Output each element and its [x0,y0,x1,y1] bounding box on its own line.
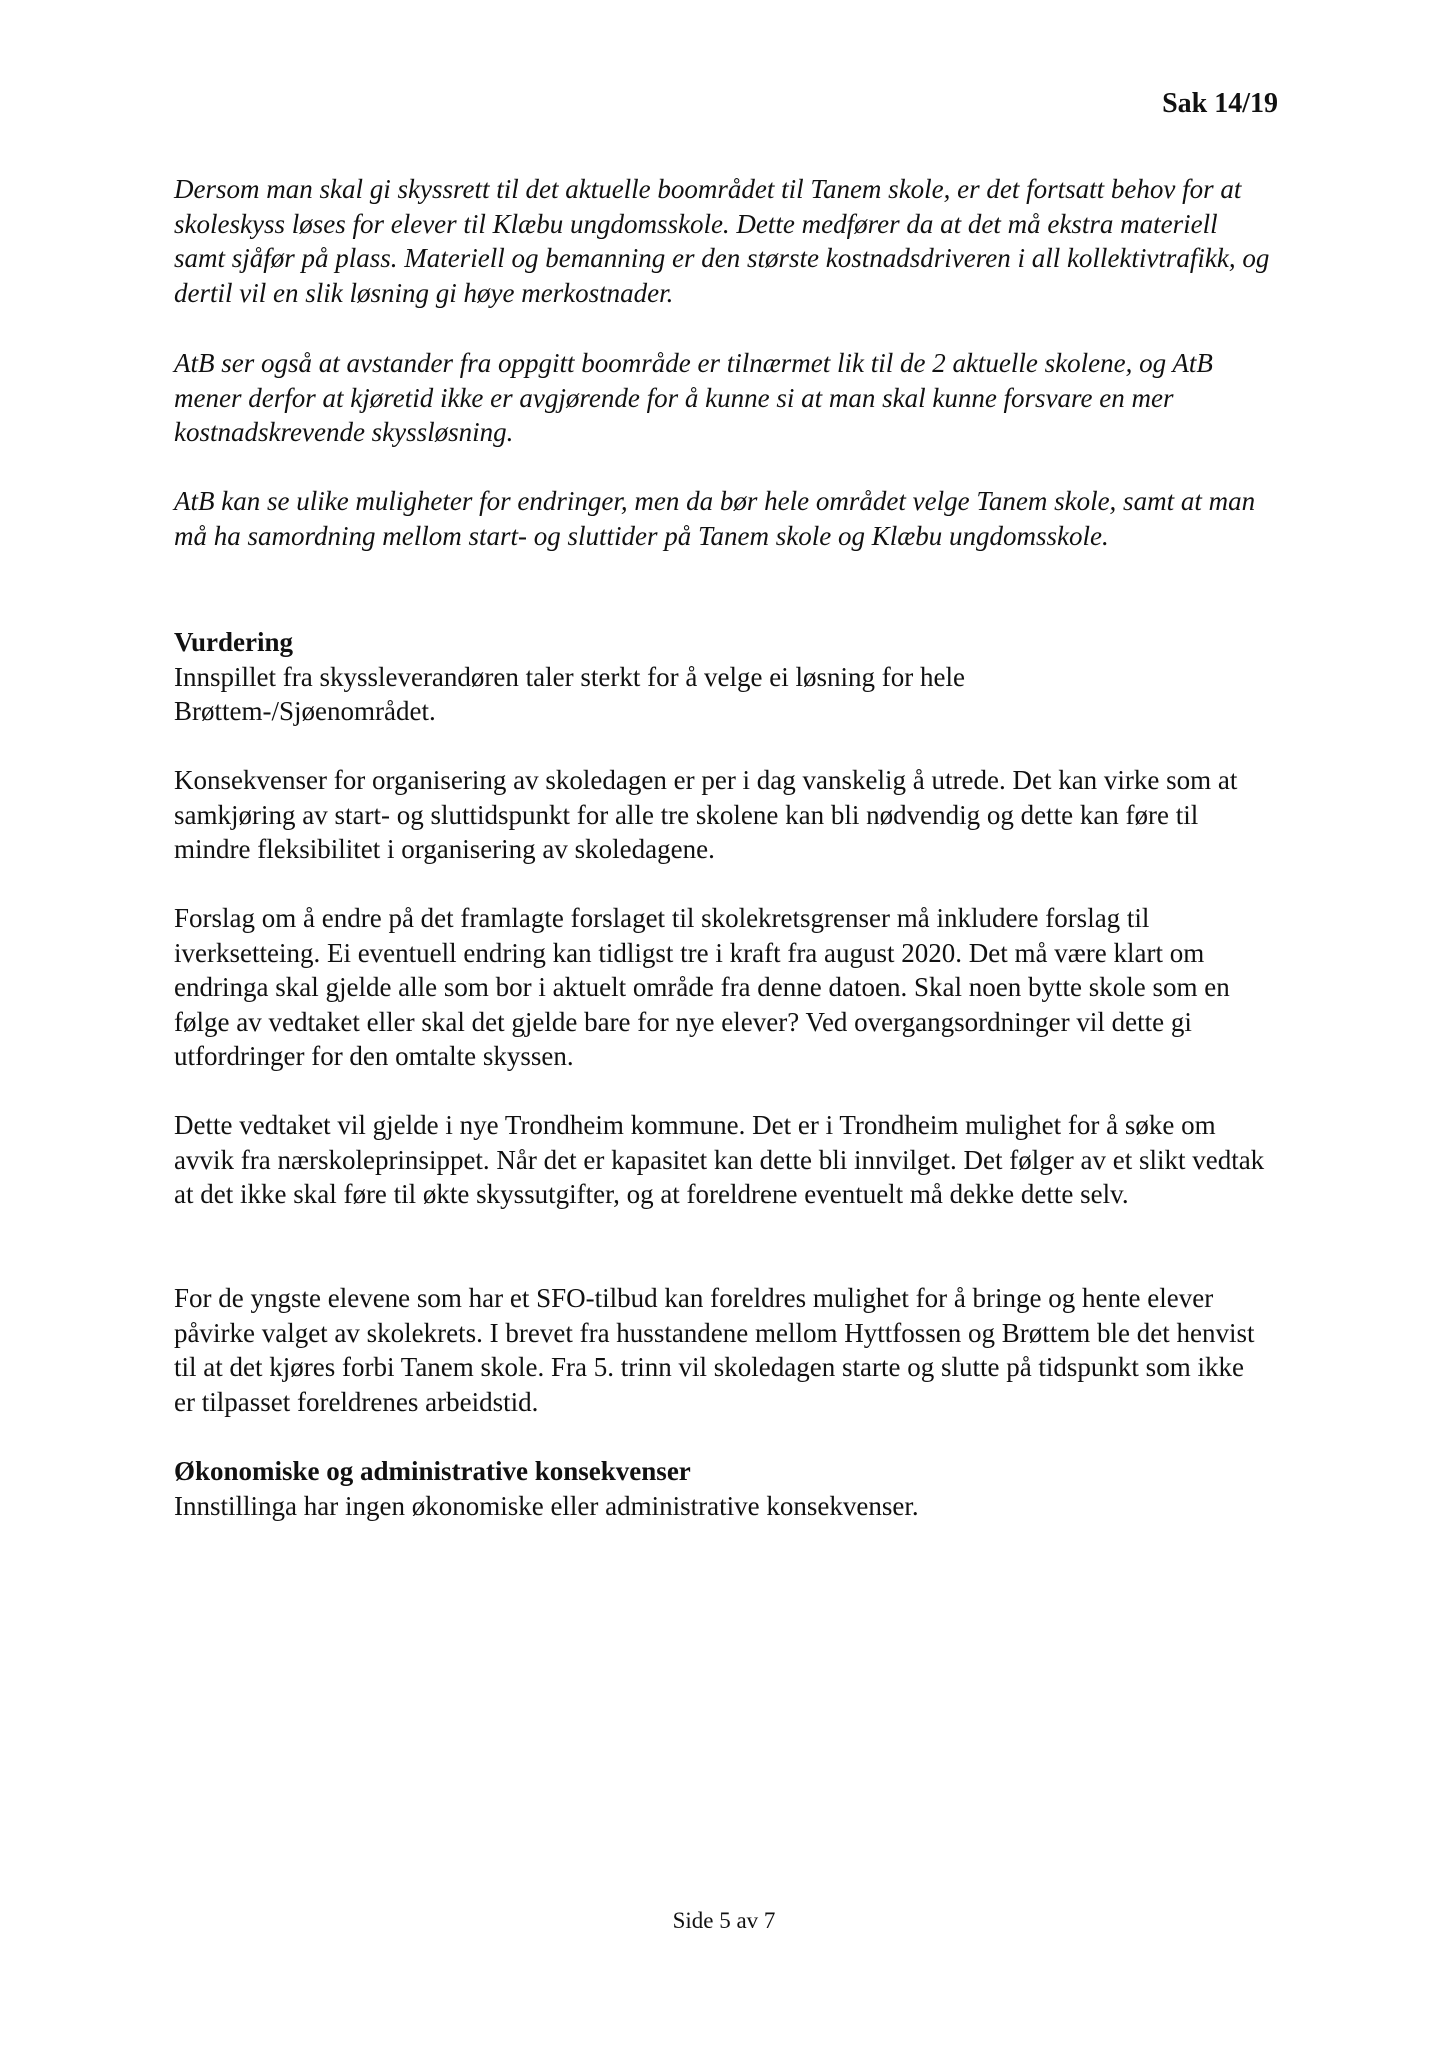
statement-quote-text-1: Dersom man skal gi skyssrett til det aktuelle boområdet til Tanem skole, er det fortsatt behov for at skoleskyss løses for elever til Klæbu ungdomsskole. Dette medfører da at det må ekstra materiell samt sjåfør på plass. Materiell og bemanning er den største kostnadsdriveren i all kollektivtrafikk, og dertil vil en slik løsning gi høye merkostnader. [174,174,1270,308]
case-reference: Sak 14/19 [1162,88,1278,119]
assessment-paragraph-5: For de yngste elevene som har et SFO-tilbud kan foreldres mulighet for å bringe og hente elever påvirke valget av skolekrets. I brevet fra husstandene mellom Hyttfossen og Brøttem ble det henvist til at det kjøres forbi Tanem skole. Fra 5. trinn vil skoledagen starte og slutte på tidspunkt som ikke er tilpasset foreldrenes arbeidstid. [174,1283,1255,1417]
consequences-text: Innstillinga har ingen økonomiske eller administrative konsekvenser. [174,1490,919,1521]
statement-quote-paragraph-2 [174,346,1294,450]
assessment-paragraph-1: Innspillet fra skyssleverandøren taler sterkt for å velge ei løsning for hele Brøttem-/Sjøenområdet. [174,661,965,726]
assessment-heading: Vurdering [174,627,294,657]
assessment-paragraph-2-block [174,763,1294,867]
statement-quote-paragraph-1 [174,172,1294,310]
assessment-paragraph-5-block [174,1281,1294,1419]
consequences-heading: Økonomiske og administrative konsekvenser [174,1456,691,1486]
assessment-paragraph-2: Konsekvenser for organisering av skoledagen er per i dag vanskelig å utrede. Det kan virke som at samkjøring av start- og sluttidspunkt for alle tre skolene kan bli nødvendig og dette kan føre til mindre fleksibilitet i organisering av skoledagene. [174,765,1238,864]
statement-quote-text-2: AtB ser også at avstander fra oppgitt boområde er tilnærmet lik til de 2 aktuelle skolene, og AtB mener derfor at kjøretid ikke er avgjørende for å kunne si at man skal kunne forsvare en mer kostnadskrevende skyssløsning. [174,348,1213,447]
assessment-section [174,625,1294,729]
statement-quote-text-3: AtB kan se ulike muligheter for endringer, men da bør hele området velge Tanem skole, samt at man må ha samordning mellom start- og sluttider på Tanem skole og Klæbu ungdomsskole. [174,486,1256,551]
assessment-paragraph-3: Forslag om å endre på det framlagte forslaget til skolekretsgrenser må inkludere forslag til iverksetteing. Ei eventuell endring kan tidligst tre i kraft fra august 2020. Det må være klart om endringa skal gjelde alle som bor i aktuelt område fra denne datoen. Skal noen bytte skole som en følge av vedtaket eller skal det gjelde bare for nye elever? Ved overgangsordninger vil dette gi utfordringer for den omtalte skyssen. [174,903,1230,1071]
consequences-section [174,1454,1294,1523]
page-number: Side 5 av 7 [672,1908,776,1933]
assessment-paragraph-4: Dette vedtaket vil gjelde i nye Trondheim kommune. Det er i Trondheim mulighet for å søke om avvik fra nærskoleprinsippet. Når det er kapasitet kan dette bli innvilget. Det følger av et slikt vedtak at det ikke skal føre til økte skyssutgifter, og at foreldrene eventuelt må dekke dette selv. [174,1110,1265,1209]
assessment-paragraph-4-block [174,1108,1294,1212]
statement-quote-paragraph-3 [174,484,1294,553]
assessment-paragraph-3-block [174,901,1294,1074]
